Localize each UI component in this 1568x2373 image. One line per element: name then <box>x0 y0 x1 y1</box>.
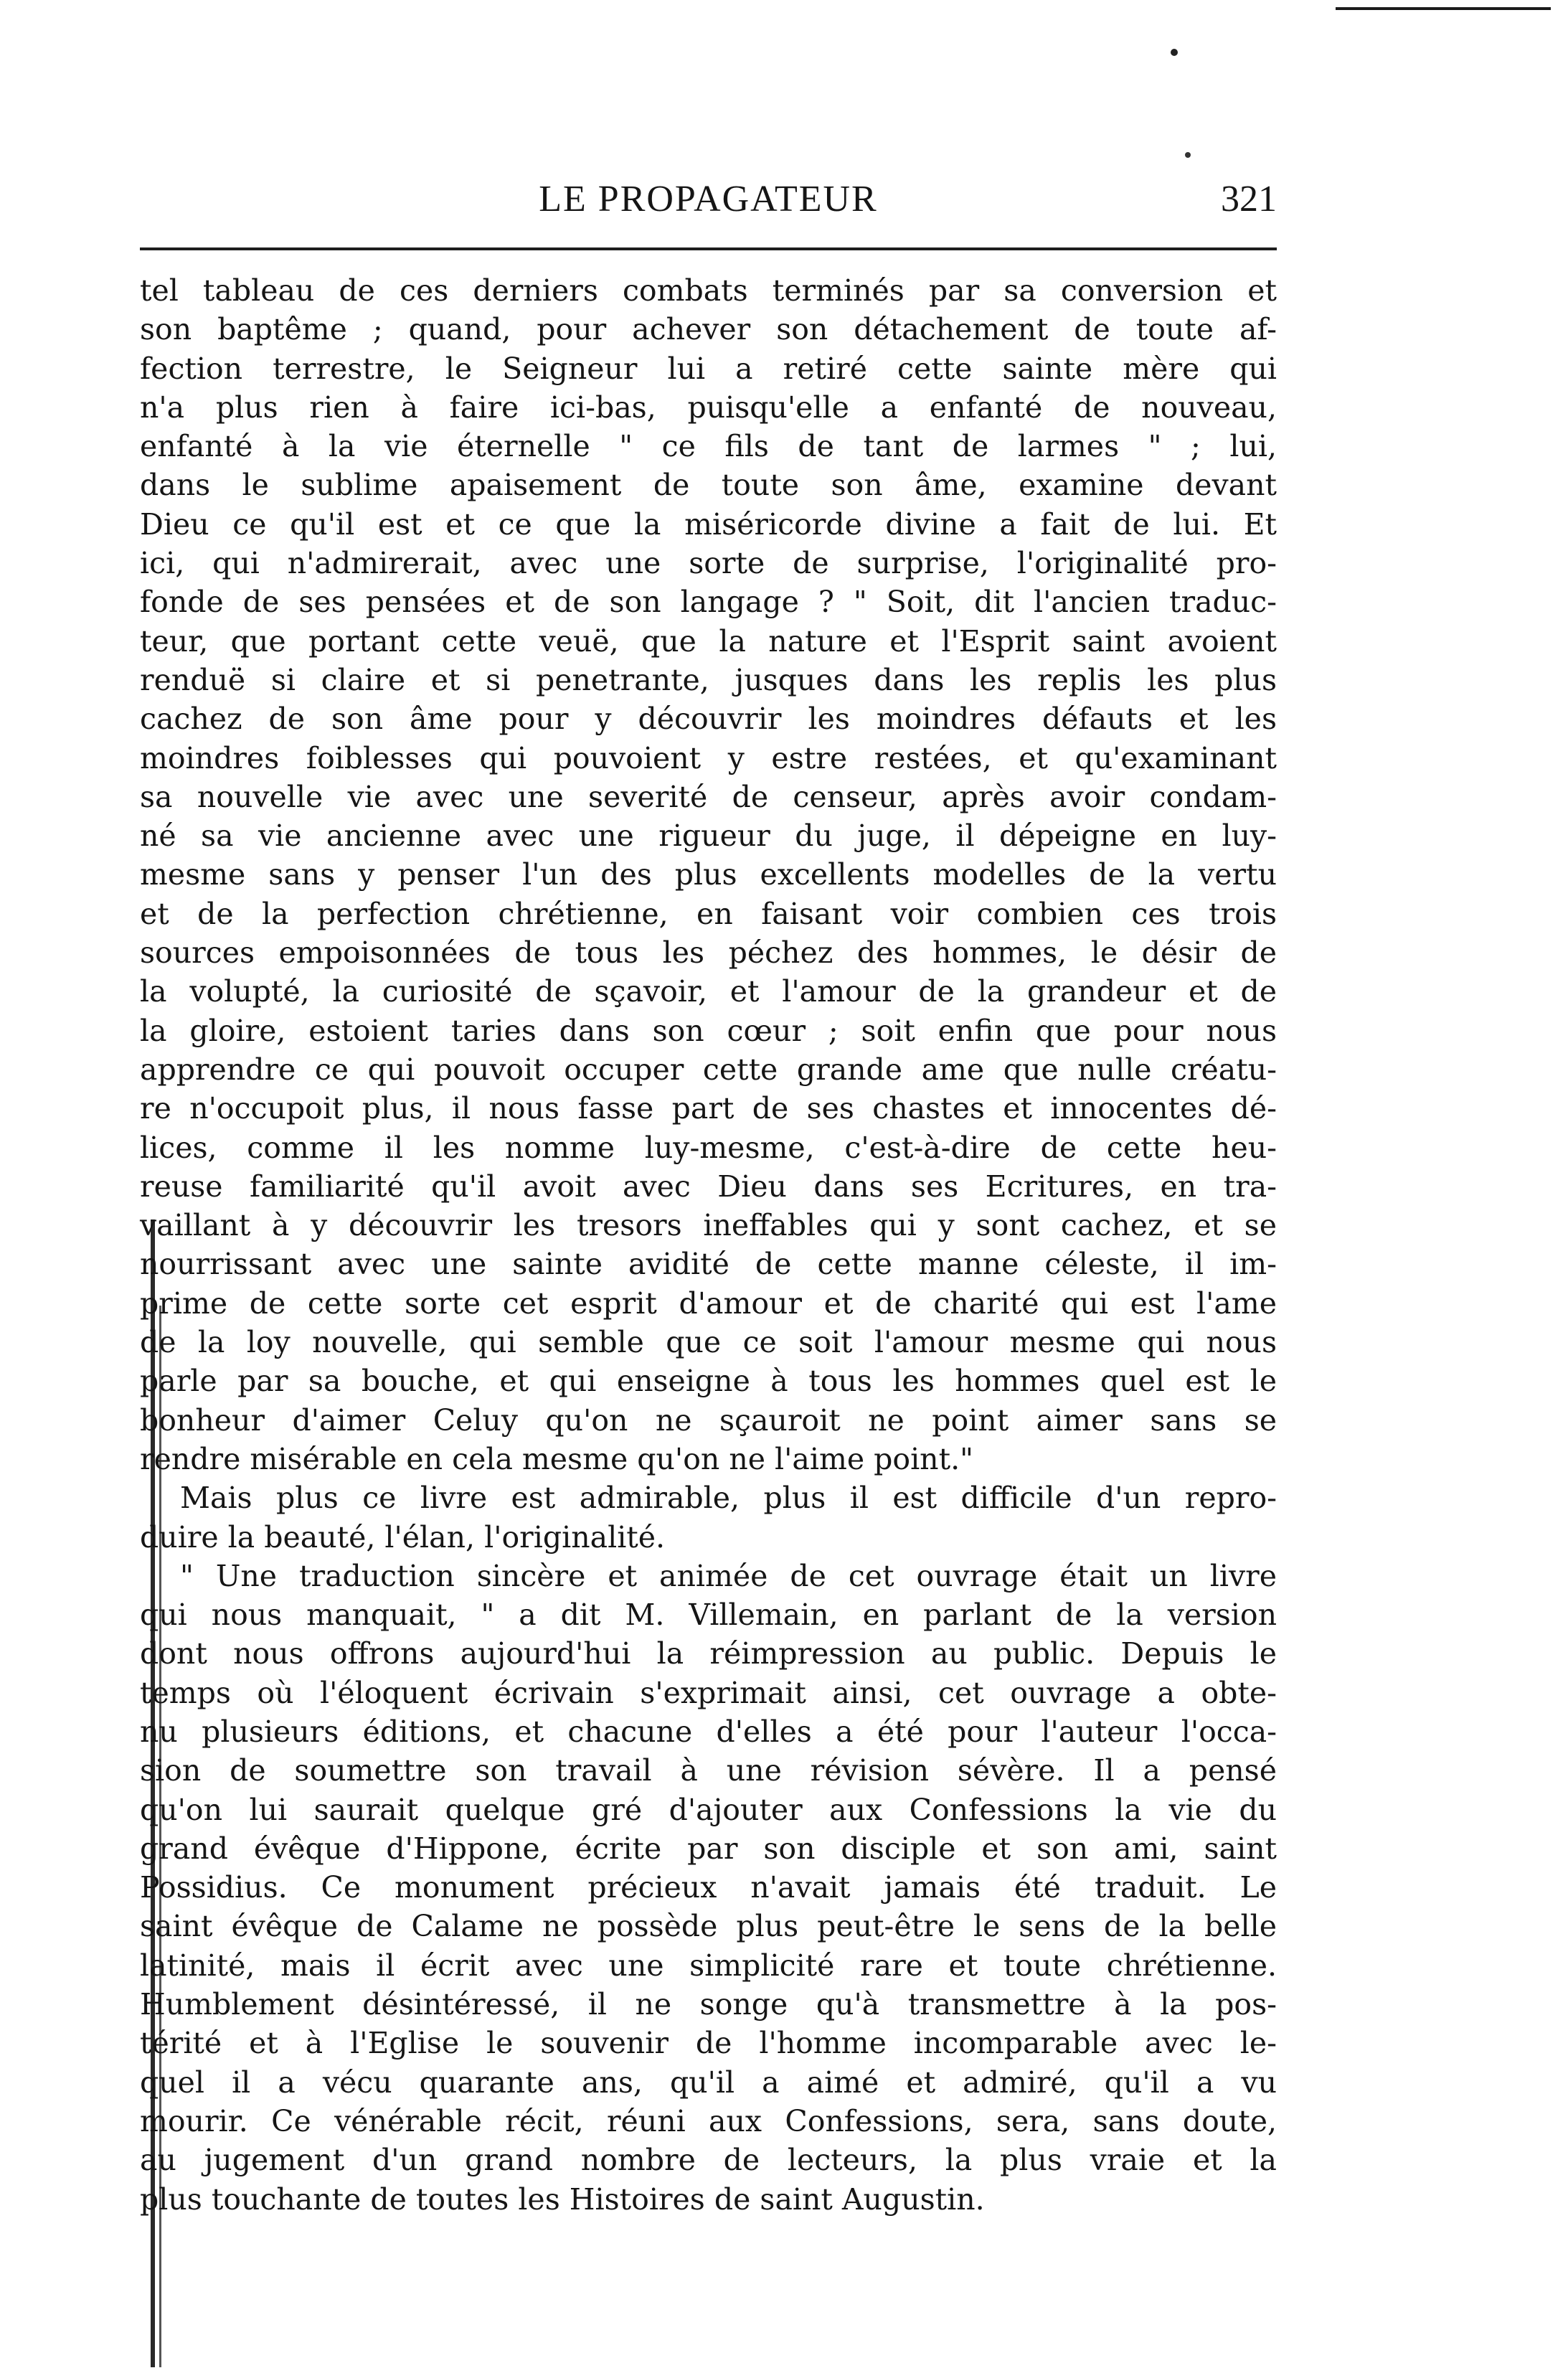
text-line: dans le sublime apaisement de toute son âme, examine devant <box>140 468 1277 503</box>
text-line: n'a plus rien à faire ici-bas, puisqu'elle a enfanté de nouveau, <box>140 390 1277 425</box>
text-line: son baptême ; quand, pour achever son détachement de toute af- <box>140 312 1277 347</box>
text-line: reuse familiarité qu'il avoit avec Dieu dans ses Ecritures, en tra- <box>140 1169 1277 1204</box>
text-line: bonheur d'aimer Celuy qu'on ne sçauroit ne point aimer sans se <box>140 1402 1277 1438</box>
body-text <box>140 271 1277 2219</box>
text-line: la volupté, la curiosité de sçavoir, et l'amour de la grandeur et de <box>140 974 1277 1009</box>
text-line: apprendre ce qui pouvoit occuper cette grande ame que nulle créatu- <box>140 1052 1277 1087</box>
text-line: fonde de ses pensées et de son langage ? " Soit, dit l'ancien traduc- <box>140 585 1277 620</box>
text-line: moindres foiblesses qui pouvoient y estre restées, et qu'examinant <box>140 740 1277 775</box>
text-line: nourrissant avec une sainte avidité de cette manne céleste, il im- <box>140 1247 1277 1282</box>
text-line: sion de soumettre son travail à une révision sévère. Il a pensé <box>140 1753 1277 1788</box>
text-line: enfanté à la vie éternelle " ce fils de tant de larmes " ; lui, <box>140 429 1277 464</box>
text-line: teur, que portant cette veuë, que la nature et l'Esprit saint avoient <box>140 623 1277 659</box>
text-line: Mais plus ce livre est admirable, plus il est difficile d'un repro- <box>180 1481 1277 1516</box>
text-line: quel il a vécu quarante ans, qu'il a aimé et admiré, qu'il a vu <box>140 2065 1277 2100</box>
text-line: latinité, mais il écrit avec une simplicité rare et toute chrétienne. <box>140 1948 1277 1983</box>
text-line: térité et à l'Eglise le souvenir de l'homme incomparable avec le- <box>140 2026 1277 2061</box>
text-line: lices, comme il les nomme luy-mesme, c'est-à-dire de cette heu- <box>140 1130 1277 1165</box>
running-head <box>140 178 1277 228</box>
text-line: parle par sa bouche, et qui enseigne à tous les hommes quel est le <box>140 1364 1277 1399</box>
text-line: Dieu ce qu'il est et ce que la miséricorde divine a fait de lui. Et <box>140 506 1277 542</box>
text-line: qu'on lui saurait quelque gré d'ajouter aux Confessions la vie du <box>140 1792 1277 1827</box>
text-line: mourir. Ce vénérable récit, réuni aux Confessions, sera, sans doute, <box>140 2103 1277 2138</box>
scan-speck <box>1185 152 1191 158</box>
text-line: renduë si claire et si penetrante, jusques dans les replis les plus <box>140 662 1277 697</box>
text-line: Possidius. Ce monument précieux n'avait jamais été traduit. Le <box>140 1870 1277 1905</box>
scan-edge-mark <box>1336 7 1551 10</box>
text-line: né sa vie ancienne avec une rigueur du juge, il dépeigne en luy- <box>140 818 1277 854</box>
text-line: mesme sans y penser l'un des plus excellents modelles de la vertu <box>140 857 1277 892</box>
text-line: saint évêque de Calame ne possède plus peut-être le sens de la belle <box>140 1909 1277 1944</box>
text-line: " Une traduction sincère et animée de cet ouvrage était un livre <box>180 1558 1277 1593</box>
text-line: temps où l'éloquent écrivain s'exprimait ainsi, cet ouvrage a obte- <box>140 1675 1277 1710</box>
text-line: duire la beauté, l'élan, l'originalité. <box>140 1519 666 1555</box>
text-line: la gloire, estoient taries dans son cœur ; soit enfin que pour nous <box>140 1013 1277 1048</box>
text-line: prime de cette sorte cet esprit d'amour et de charité qui est l'ame <box>140 1285 1277 1321</box>
text-line: fection terrestre, le Seigneur lui a retiré cette sainte mère qui <box>140 351 1277 386</box>
header-rule <box>140 247 1277 250</box>
text-line: tel tableau de ces derniers combats terminés par sa conversion et <box>140 273 1277 308</box>
text-line: nu plusieurs éditions, et chacune d'elles a été pour l'auteur l'occa- <box>140 1714 1277 1749</box>
scan-speck <box>1171 49 1178 56</box>
text-line: et de la perfection chrétienne, en faisant voir combien ces trois <box>140 896 1277 931</box>
text-line: de la loy nouvelle, qui semble que ce soit l'amour mesme qui nous <box>140 1325 1277 1360</box>
text-line: dont nous offrons aujourd'hui la réimpression au public. Depuis le <box>140 1636 1277 1671</box>
text-line: vaillant à y découvrir les tresors ineffables qui y sont cachez, et se <box>140 1208 1277 1243</box>
text-line: rendre misérable en cela mesme qu'on ne l'aime point." <box>140 1441 973 1476</box>
text-line: sa nouvelle vie avec une severité de censeur, après avoir condam- <box>140 779 1277 814</box>
text-line: qui nous manquait, " a dit M. Villemain, en parlant de la version <box>140 1598 1277 1633</box>
text-line: cachez de son âme pour y découvrir les moindres défauts et les <box>140 702 1277 737</box>
text-line: ici, qui n'admirerait, avec une sorte de surprise, l'originalité pro- <box>140 546 1277 581</box>
running-title: LE PROPAGATEUR <box>539 179 878 220</box>
text-line: Humblement désintéressé, il ne songe qu'à transmettre à la pos- <box>140 1987 1277 2022</box>
text-line: plus touchante de toutes les Histoires de saint Augustin. <box>140 2181 985 2217</box>
text-line: re n'occupoit plus, il nous fasse part de ses chastes et innocentes dé- <box>140 1091 1277 1126</box>
text-line: au jugement d'un grand nombre de lecteurs, la plus vraie et la <box>140 2143 1277 2178</box>
text-line: grand évêque d'Hippone, écrite par son disciple et son ami, saint <box>140 1831 1277 1866</box>
text-line: sources empoisonnées de tous les péchez des hommes, le désir de <box>140 935 1277 971</box>
page-number: 321 <box>1221 179 1277 220</box>
